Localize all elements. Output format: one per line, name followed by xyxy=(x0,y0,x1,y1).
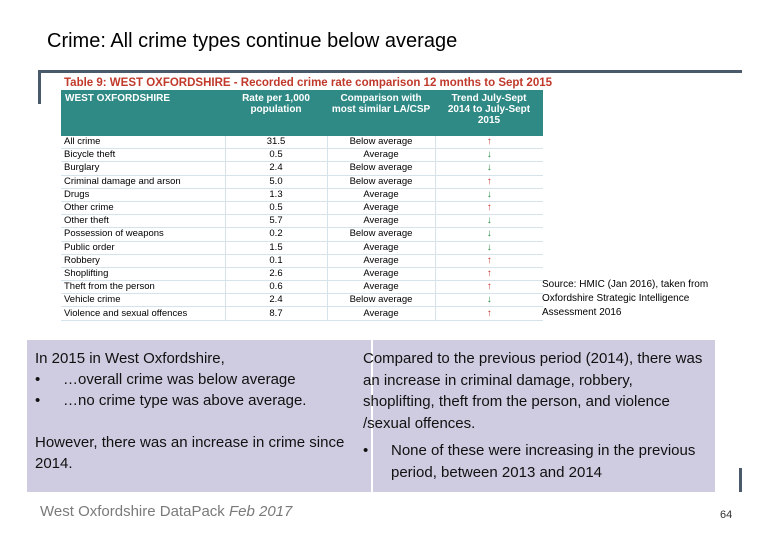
rate-cell: 2.6 xyxy=(225,267,327,280)
table-header-row xyxy=(61,90,543,136)
left-bullet xyxy=(35,369,355,390)
header-area: WEST OXFORDSHIRE xyxy=(61,90,225,136)
trend-cell xyxy=(435,149,543,162)
comparison-cell: Average xyxy=(327,241,435,254)
comparison-cell: Average xyxy=(327,267,435,280)
header-trend: Trend July-Sept 2014 to July-Sept 2015 xyxy=(435,90,543,136)
table-row xyxy=(61,254,543,267)
table-row xyxy=(61,307,543,320)
header-comparison: Comparison with most similar LA/CSP xyxy=(327,90,435,136)
right-bullet-text: None of these were increasing in the previous period, between 2013 and 2014 xyxy=(391,442,696,481)
bullet-symbol: • xyxy=(363,442,369,459)
comparison-cell: Average xyxy=(327,188,435,201)
table-body xyxy=(61,136,543,320)
right-bullet xyxy=(363,440,708,483)
table-row xyxy=(61,188,543,201)
table-row xyxy=(61,136,543,149)
bullet-symbol: • xyxy=(35,392,41,409)
rate-cell: 5.0 xyxy=(225,175,327,188)
trend-cell xyxy=(435,188,543,201)
footer xyxy=(40,503,292,520)
table-row xyxy=(61,294,543,307)
crime-name-cell: All crime xyxy=(61,136,225,149)
rate-cell: 2.4 xyxy=(225,162,327,175)
trend-down-icon: ↓ xyxy=(486,162,492,174)
trend-down-icon: ↓ xyxy=(486,215,492,227)
comparison-cell: Below average xyxy=(327,175,435,188)
crime-name-cell: Possession of weapons xyxy=(61,228,225,241)
table-row xyxy=(61,241,543,254)
trend-cell xyxy=(435,228,543,241)
crime-name-cell: Criminal damage and arson xyxy=(61,175,225,188)
trend-up-icon: ↑ xyxy=(486,202,492,214)
comparison-cell: Average xyxy=(327,307,435,320)
trend-down-icon: ↓ xyxy=(486,188,492,200)
trend-down-icon: ↓ xyxy=(486,149,492,161)
trend-up-icon: ↑ xyxy=(486,307,492,319)
trend-cell xyxy=(435,254,543,267)
header-rate: Rate per 1,000 population xyxy=(225,90,327,136)
comparison-cell: Average xyxy=(327,254,435,267)
slide-title: Crime: All crime types continue below average xyxy=(47,30,458,52)
page-number: 64 xyxy=(720,509,733,521)
trend-down-icon: ↓ xyxy=(486,294,492,306)
rate-cell: 31.5 xyxy=(225,136,327,149)
comparison-cell: Below average xyxy=(327,228,435,241)
trend-cell xyxy=(435,162,543,175)
comparison-cell: Average xyxy=(327,215,435,228)
source-note: Source: HMIC (Jan 2016), taken from Oxfordshire Strategic Intelligence Assessment 2016 xyxy=(542,279,709,318)
crime-name-cell: Drugs xyxy=(61,188,225,201)
crime-name-cell: Other theft xyxy=(61,215,225,228)
crime-rate-table xyxy=(61,90,543,321)
rate-cell: 0.6 xyxy=(225,281,327,294)
summary-left xyxy=(35,348,355,474)
frame-right-line xyxy=(739,468,742,492)
summary-panel xyxy=(27,340,715,492)
left-intro: In 2015 in West Oxfordshire, xyxy=(35,350,225,367)
rate-cell: 0.2 xyxy=(225,228,327,241)
frame-top-line xyxy=(38,70,742,73)
crime-name-cell: Other crime xyxy=(61,201,225,214)
comparison-cell: Average xyxy=(327,149,435,162)
trend-up-icon: ↑ xyxy=(486,175,492,187)
rate-cell: 0.5 xyxy=(225,201,327,214)
trend-down-icon: ↓ xyxy=(486,228,492,240)
trend-up-icon: ↑ xyxy=(486,136,492,148)
crime-name-cell: Violence and sexual offences xyxy=(61,307,225,320)
crime-name-cell: Theft from the person xyxy=(61,281,225,294)
left-bullet-text: …no crime type was above average. xyxy=(63,392,307,409)
crime-name-cell: Burglary xyxy=(61,162,225,175)
rate-cell: 0.1 xyxy=(225,254,327,267)
left-bullet-text: …overall crime was below average xyxy=(63,371,296,388)
crime-name-cell: Robbery xyxy=(61,254,225,267)
table-row xyxy=(61,201,543,214)
left-bullet xyxy=(35,390,355,411)
right-text: Compared to the previous period (2014), there was an increase in criminal damage, robbery, shoplifting, theft from the person, and violence /sexual offences. xyxy=(363,350,703,432)
crime-name-cell: Shoplifting xyxy=(61,267,225,280)
comparison-cell: Below average xyxy=(327,162,435,175)
footer-name: West Oxfordshire DataPack xyxy=(40,503,225,520)
frame-left-line xyxy=(38,70,41,104)
table-row xyxy=(61,175,543,188)
trend-cell xyxy=(435,281,543,294)
bullet-symbol: • xyxy=(35,371,41,388)
rate-cell: 0.5 xyxy=(225,149,327,162)
trend-cell xyxy=(435,307,543,320)
trend-cell xyxy=(435,136,543,149)
footer-date: Feb 2017 xyxy=(228,503,293,520)
rate-cell: 2.4 xyxy=(225,294,327,307)
crime-name-cell: Vehicle crime xyxy=(61,294,225,307)
comparison-cell: Average xyxy=(327,201,435,214)
table-row xyxy=(61,281,543,294)
rate-cell: 1.3 xyxy=(225,188,327,201)
trend-cell xyxy=(435,241,543,254)
trend-cell xyxy=(435,215,543,228)
table-row xyxy=(61,267,543,280)
crime-name-cell: Public order xyxy=(61,241,225,254)
comparison-cell: Below average xyxy=(327,294,435,307)
trend-cell xyxy=(435,175,543,188)
trend-cell xyxy=(435,201,543,214)
rate-cell: 8.7 xyxy=(225,307,327,320)
crime-name-cell: Bicycle theft xyxy=(61,149,225,162)
table-title: Table 9: WEST OXFORDSHIRE - Recorded crime rate comparison 12 months to Sept 2015 xyxy=(64,77,553,89)
trend-up-icon: ↑ xyxy=(486,281,492,293)
trend-cell xyxy=(435,294,543,307)
table-row xyxy=(61,215,543,228)
trend-down-icon: ↓ xyxy=(486,241,492,253)
summary-right xyxy=(363,348,708,483)
left-closing: However, there was an increase in crime since 2014. xyxy=(35,434,345,472)
comparison-cell: Average xyxy=(327,281,435,294)
table-row xyxy=(61,162,543,175)
comparison-cell: Below average xyxy=(327,136,435,149)
trend-up-icon: ↑ xyxy=(486,267,492,279)
trend-up-icon: ↑ xyxy=(486,254,492,266)
table-row xyxy=(61,149,543,162)
trend-cell xyxy=(435,267,543,280)
rate-cell: 5.7 xyxy=(225,215,327,228)
table-row xyxy=(61,228,543,241)
rate-cell: 1.5 xyxy=(225,241,327,254)
